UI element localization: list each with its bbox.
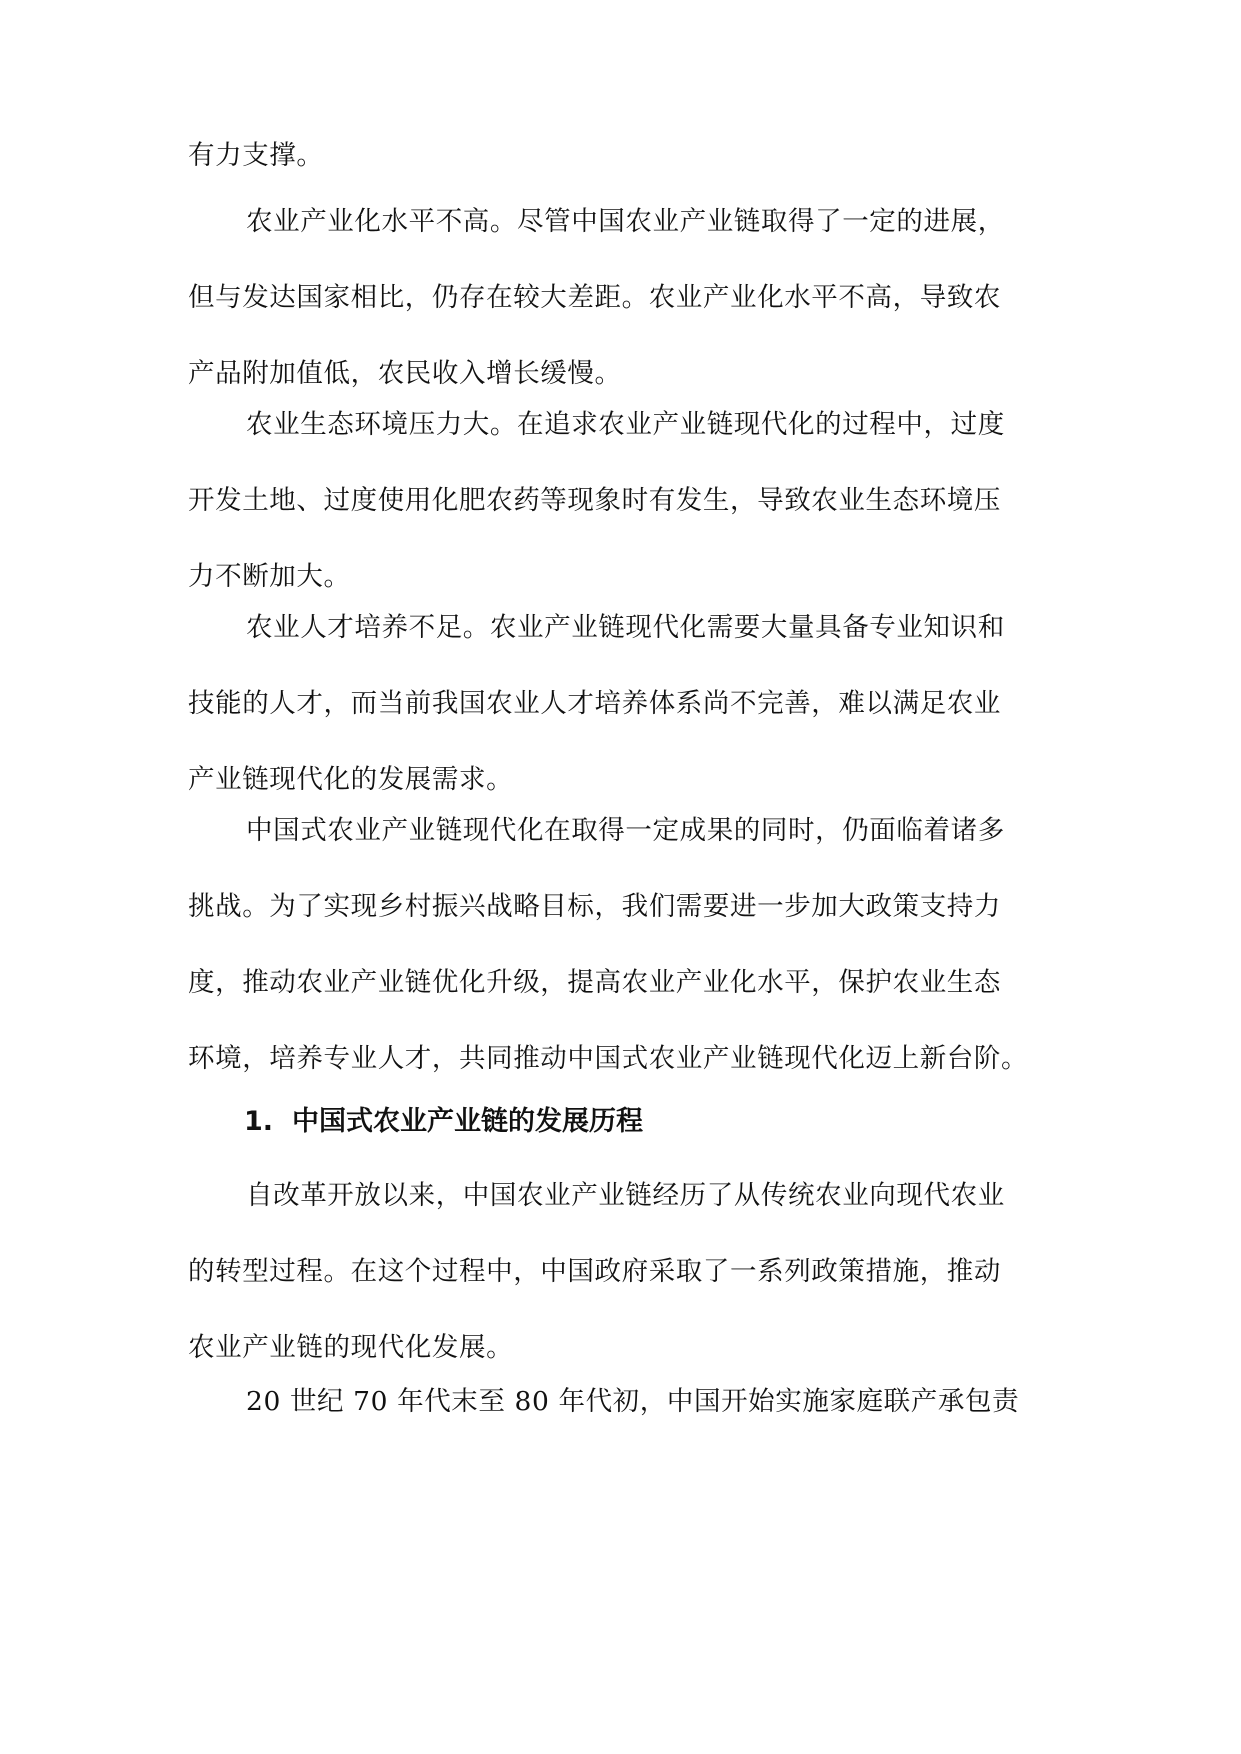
paragraph-line: 20 世纪 70 年代末至 80 年代初，中国开始实施家庭联产承包责 [246, 1386, 1020, 1417]
paragraph-1970s [188, 1364, 1058, 1440]
paragraph-line: 中国式农业产业链现代化在取得一定成果的同时，仍面临着诸多 [246, 815, 1005, 846]
paragraph-history [188, 1158, 1058, 1386]
section-heading [244, 1084, 643, 1160]
paragraph-line: 产业链现代化的发展需求。 [188, 764, 514, 795]
paragraph-line: 产品附加值低，农民收入增长缓慢。 [188, 358, 622, 389]
paragraph-line: 力不断加大。 [188, 561, 351, 592]
paragraph-line: 农业产业链的现代化发展。 [188, 1332, 514, 1363]
paragraph-line: 度，推动农业产业链优化升级，提高农业产业化水平，保护农业生态 [188, 967, 1001, 998]
paragraph-line: 开发土地、过度使用化肥农药等现象时有发生，导致农业生态环境压 [188, 485, 1001, 516]
paragraph-line: 挑战。为了实现乡村振兴战略目标，我们需要进一步加大政策支持力 [188, 891, 1001, 922]
paragraph-line: 环境，培养专业人才，共同推动中国式农业产业链现代化迈上新台阶。 [188, 1043, 1029, 1074]
section-number: 1. [244, 1106, 274, 1137]
paragraph-ecology [188, 387, 1058, 615]
paragraph-industrialization [188, 184, 1058, 412]
paragraph-talent [188, 590, 1058, 818]
paragraph-summary [188, 793, 1058, 1097]
paragraph-line: 自改革开放以来，中国农业产业链经历了从传统农业向现代农业 [246, 1180, 1005, 1211]
paragraph-line: 的转型过程。在这个过程中，中国政府采取了一系列政策措施，推动 [188, 1256, 1001, 1287]
paragraph-line: 技能的人才，而当前我国农业人才培养体系尚不完善，难以满足农业 [188, 688, 1001, 719]
section-title: 中国式农业产业链的发展历程 [292, 1106, 643, 1137]
paragraph-line: 但与发达国家相比，仍存在较大差距。农业产业化水平不高，导致农 [188, 282, 1001, 313]
paragraph-line: 农业生态环境压力大。在追求农业产业链现代化的过程中，过度 [246, 409, 1005, 440]
paragraph-line: 有力支撑。 [188, 140, 324, 171]
paragraph-line: 农业人才培养不足。农业产业链现代化需要大量具备专业知识和 [246, 612, 1005, 643]
paragraph-line: 农业产业化水平不高。尽管中国农业产业链取得了一定的进展， [246, 206, 1005, 237]
paragraph-continuation [188, 118, 1058, 194]
